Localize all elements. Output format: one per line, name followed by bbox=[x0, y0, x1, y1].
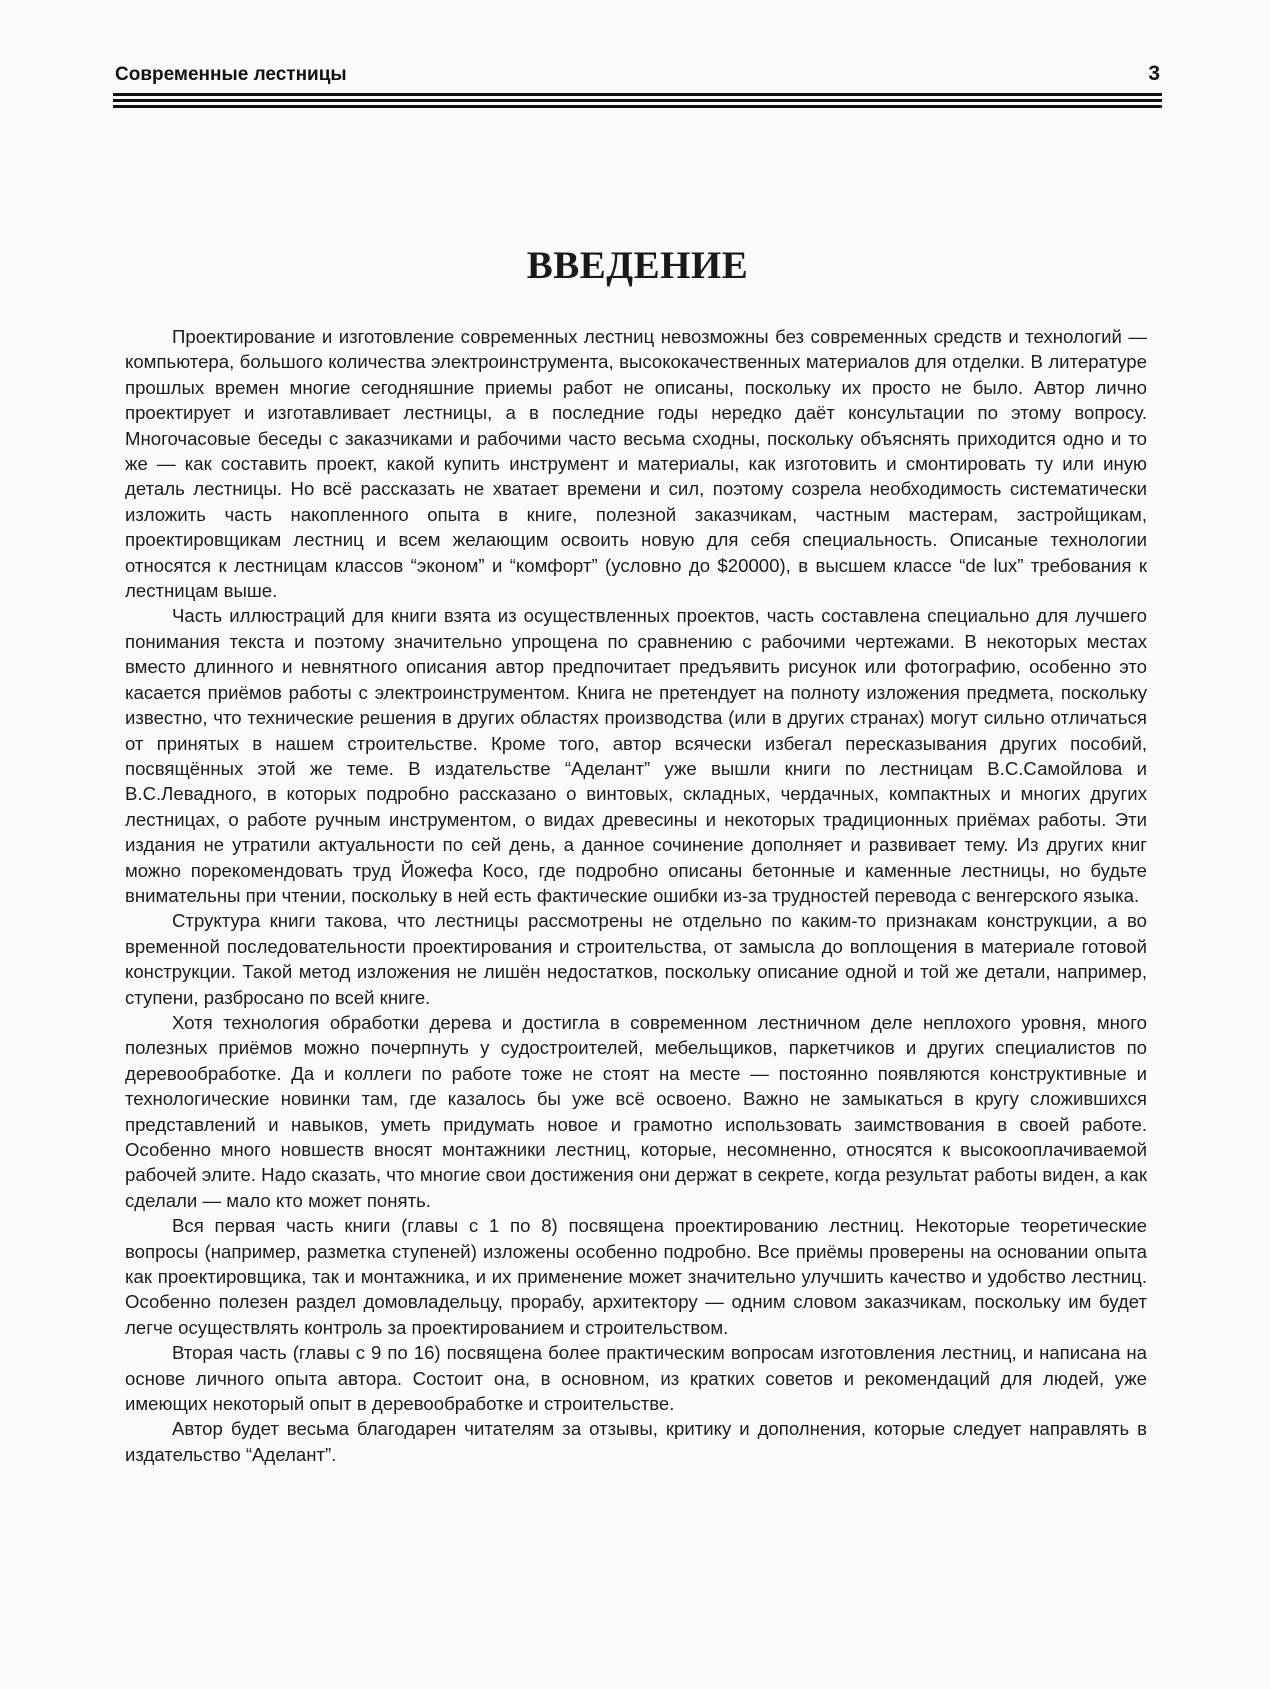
page-number: 3 bbox=[1148, 62, 1160, 85]
header-rule-middle bbox=[113, 99, 1162, 102]
header-rule-bottom bbox=[113, 105, 1162, 108]
running-header-title: Современные лестницы bbox=[115, 64, 347, 85]
paragraph: Проектирование и изготовление современных лестниц невозможны без современных средств и технологий — компьютера, большого количества электроинструмента, высококачественных материалов для отделки. В литературе прошлых времен многие сегодняшние приемы работ не описаны, поскольку их просто не было. Автор лично проектирует и изготавливает лестницы, а в последние годы нередко даёт консультации по этому вопросу. Многочасовые беседы с заказчиками и рабочими часто весьма сходны, поскольку объяснять приходится одно и то же — как составить проект, какой купить инструмент и материалы, как изготовить и смонтировать ту или иную деталь лестницы. Но всё рассказать не хватает времени и сил, поэтому созрела необходимость систематически изложить часть накопленного опыта в книге, полезной заказчикам, частным мастерам, застройщикам, проектировщикам лестниц и всем желающим освоить новую для себя специальность. Описаные технологии относятся к лестницам классов “эконом” и “комфорт” (условно до $20000), в высшем классе “de lux” требования к лестницам выше. bbox=[125, 326, 1147, 602]
chapter-title: ВВЕДЕНИЕ bbox=[526, 244, 749, 287]
paragraph: Вся первая часть книги (главы с 1 по 8) посвящена проектированию лестниц. Некоторые теоретические вопросы (например, разметка ступеней) изложены особенно подробно. Все приёмы проверены на основании опыта как проектировщика, так и монтажника, и их применение может значительно улучшить качество и удобство лестниц. Особенно полезен раздел домовладельцу, прорабу, архитектору — одним словом заказчикам, поскольку им будет легче осуществлять контроль за проектированием и строительством. bbox=[125, 1215, 1147, 1338]
paragraph: Часть иллюстраций для книги взята из осуществленных проектов, часть составлена специально для лучшего понимания текста и поэтому значительно упрощена по сравнению с рабочими чертежами. В некоторых местах вместо длинного и невнятного описания автор предпочитает предъявить рисунок или фотографию, особенно это касается приёмов работы с электроинструментом. Книга не претендует на полноту изложения предмета, поскольку известно, что технические решения в других областях производства (или в других странах) могут сильно отличаться от принятых в нашем строительстве. Кроме того, автор всячески избегал пересказывания других пособий, посвящённых этой же теме. В издательстве “Аделант” уже вышли книги по лестницам В.С.Самойлова и В.С.Левадного, в которых подробно рассказано о винтовых, складных, чердачных, компактных и многих других лестницах, о работе ручным инструментом, о видах древесины и некоторых традиционных приёмах работы. Эти издания не утратили актуальности по сей день, а данное сочинение дополняет и развивает тему. Из других книг можно порекомендовать труд Йожефа Косо, где подробно описаны бетонные и каменные лестницы, но будьте внимательны при чтении, поскольку в ней есть фактические ошибки из-за трудностей перевода с венгерского языка. bbox=[125, 605, 1147, 906]
paragraph: Хотя технология обработки дерева и достигла в современном лестничном деле неплохого уровня, много полезных приёмов можно почерпнуть у судостроителей, мебельщиков, паркетчиков и других специалистов по деревообработке. Да и коллеги по работе тоже не стоят на месте — постоянно появляются конструктивные и технологические новинки там, где казалось бы уже всё освоено. Важно не замыкаться в кругу сложившихся представлений и навыков, уметь придумать новое и грамотно использовать заимствования в своей работе. Особенно много новшеств вносят монтажники лестниц, которые, несомненно, относятся к высокооплачиваемой рабочей элите. Надо сказать, что многие свои достижения они держат в секрете, когда результат работы виден, а как сделали — мало кто может понять. bbox=[125, 1011, 1147, 1211]
paragraph: Структура книги такова, что лестницы рассмотрены не отдельно по каким-то признакам конструкции, а во временной последовательности проектирования и строительства, от замысла до воплощения в материале готовой конструкции. Такой метод изложения не лишён недостатков, поскольку описание одной и той же детали, например, ступени, разбросано по всей книге. bbox=[125, 910, 1147, 1008]
paragraph: Автор будет весьма благодарен читателям за отзывы, критику и дополнения, которые следует направлять в издательство “Аделант”. bbox=[125, 1418, 1147, 1465]
paragraph: Вторая часть (главы с 9 по 16) посвящена более практическим вопросам изготовления лестниц, и написана на основе личного опыта автора. Состоит она, в основном, из кратких советов и рекомендаций для людей, уже имеющих некоторый опыт в деревообработке и строительстве. bbox=[125, 1342, 1147, 1415]
running-header bbox=[115, 62, 1160, 86]
header-rule-top bbox=[113, 93, 1162, 96]
body-text bbox=[125, 324, 1147, 1467]
